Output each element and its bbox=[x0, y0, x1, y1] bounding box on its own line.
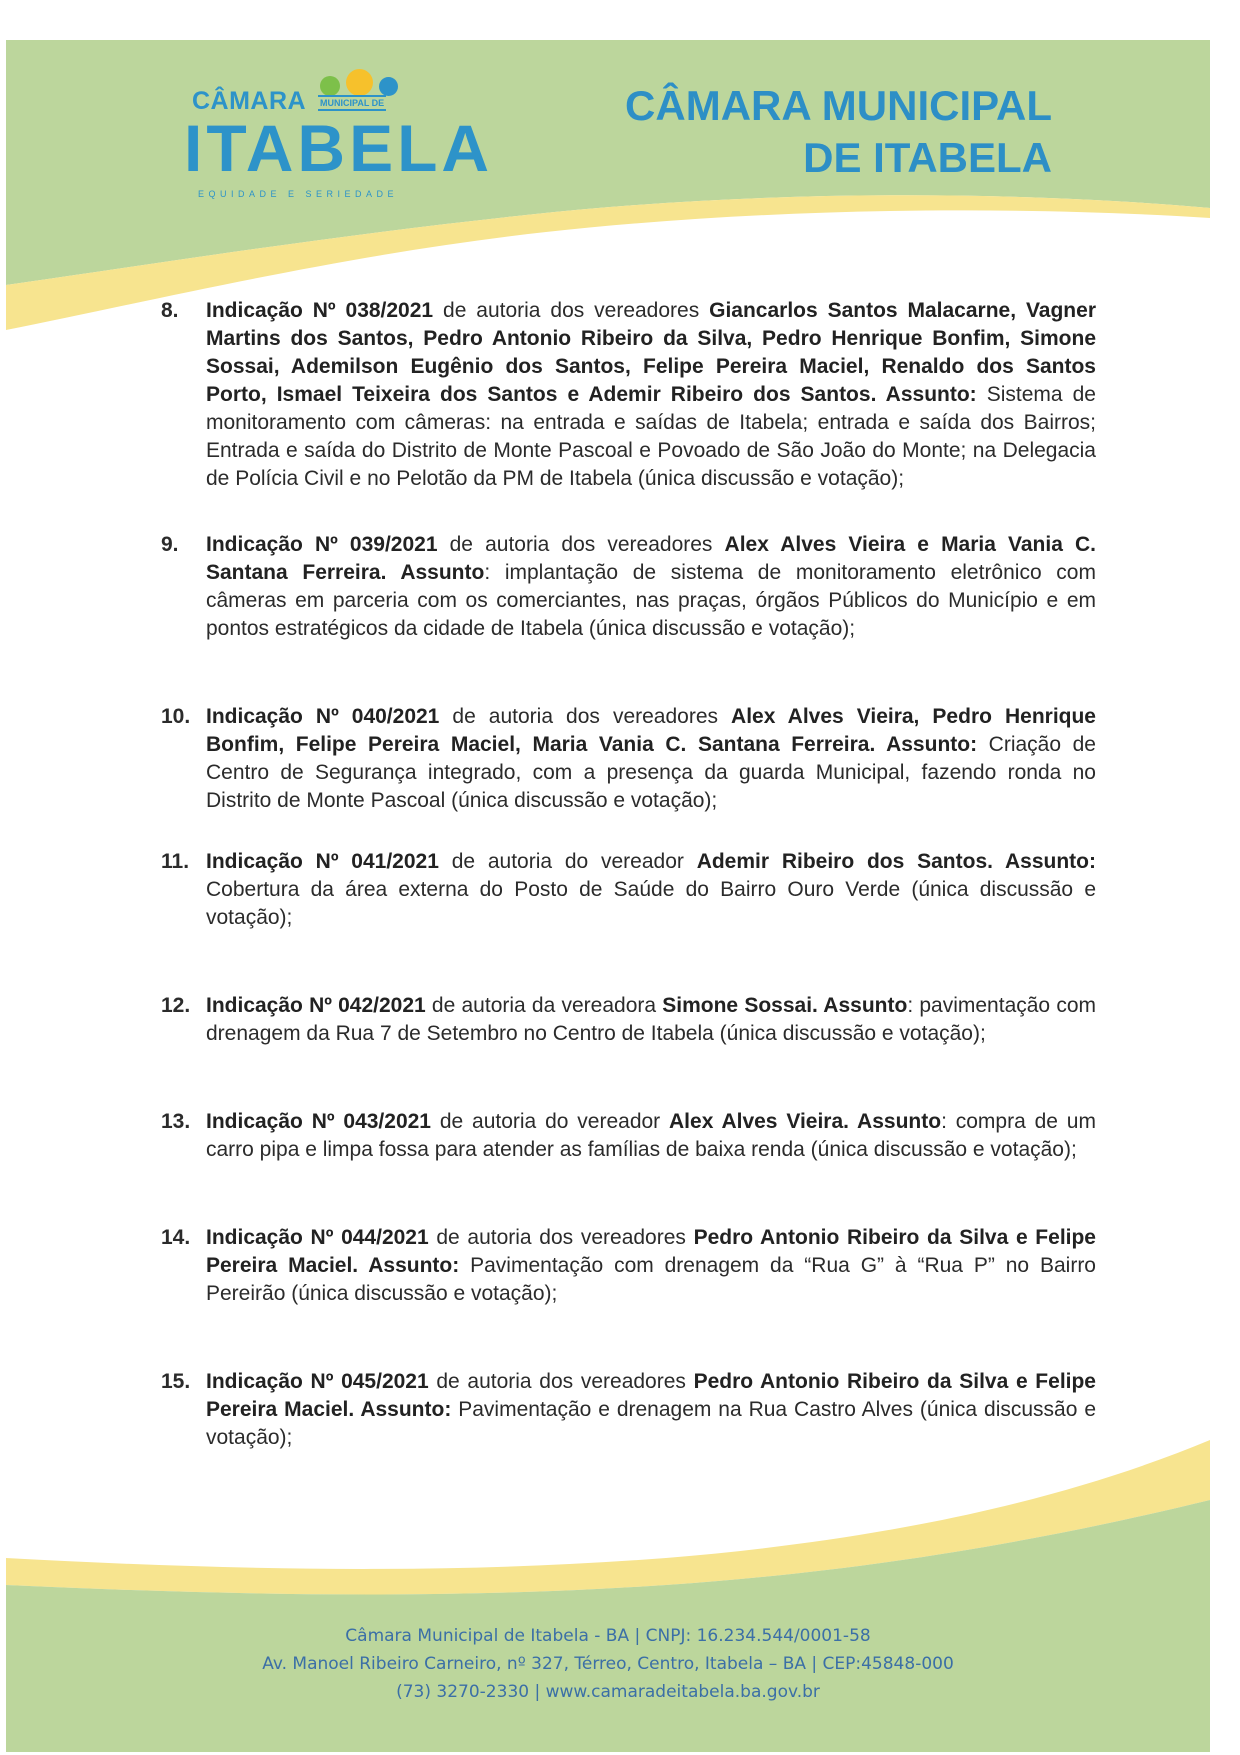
item-authors: Alex Alves Vieira. bbox=[669, 1110, 849, 1133]
logo-dot-green bbox=[320, 76, 340, 96]
item-authors: Ademir Ribeiro dos Santos. bbox=[696, 850, 993, 873]
logo-municipal-text: MUNICIPAL DE bbox=[318, 95, 386, 111]
footer-line-2: Av. Manoel Ribeiro Carneiro, nº 327, Térreo, Centro, Itabela – BA | CEP:45848-000 bbox=[262, 1654, 954, 1674]
logo-dots bbox=[320, 69, 404, 96]
item-subject: Cobertura da área externa do Posto de Saúde do Bairro Ouro Verde (única discussão e votação); bbox=[206, 878, 1096, 929]
item-authors: Giancarlos Santos Malacarne, Vagner Martins dos Santos, Pedro Antonio Ribeiro da Silva, Pedro Henrique Bonfim, Simone Sossai, Ademilson Eugênio dos Santos, Felipe Pereira Maciel, Renaldo dos Santos Porto, Ismael Teixeira dos Santos e Ademir Ribeiro dos Santos. bbox=[206, 299, 1096, 406]
agenda-list bbox=[161, 255, 1096, 1452]
item-subject: Criação de Centro de Segurança integrado, com a presença da guarda Municipal, fazendo ronda no Distrito de Monte Pascoal (única discussão e votação); bbox=[206, 733, 1096, 812]
item-ref: Indicação Nº 040/2021 bbox=[206, 705, 440, 728]
footer-contact bbox=[6, 1622, 1210, 1706]
item-intro: de autoria dos vereadores bbox=[439, 705, 732, 728]
list-item bbox=[161, 992, 1096, 1048]
item-intro: de autoria do vereador bbox=[438, 850, 697, 873]
item-ref: Indicação Nº 044/2021 bbox=[206, 1226, 429, 1249]
item-ref: Indicação Nº 045/2021 bbox=[206, 1370, 429, 1393]
item-subject-label: Assunto bbox=[817, 994, 908, 1017]
header-title-line1: CÂMARA MUNICIPAL bbox=[625, 82, 1052, 129]
item-intro: de autoria da vereadora bbox=[425, 994, 663, 1017]
footer-line-3: (73) 3270-2330 | www.camaradeitabela.ba.gov.br bbox=[396, 1682, 820, 1702]
list-item bbox=[161, 531, 1096, 643]
item-number: 11. bbox=[161, 850, 190, 873]
item-intro: de autoria dos vereadores bbox=[428, 1370, 694, 1393]
item-authors: Alex Alves Vieira e Maria Vania C. Santana Ferreira. bbox=[206, 533, 1097, 584]
item-number: 12. bbox=[161, 994, 191, 1017]
item-number: 8. bbox=[161, 299, 179, 322]
item-authors: Pedro Antonio Ribeiro da Silva e Felipe Pereira Maciel. bbox=[206, 1226, 1096, 1277]
item-ref: Indicação Nº 039/2021 bbox=[206, 533, 438, 556]
item-intro: de autoria dos vereadores bbox=[437, 533, 725, 556]
item-ref: Indicação Nº 041/2021 bbox=[206, 850, 439, 873]
item-ref: Indicação Nº 038/2021 bbox=[206, 299, 434, 322]
item-authors: Simone Sossai. bbox=[662, 994, 818, 1017]
item-number: 9. bbox=[161, 533, 179, 556]
list-item bbox=[161, 297, 1096, 493]
logo-camara-text: CÂMARA bbox=[192, 87, 307, 115]
footer-line-1: Câmara Municipal de Itabela - BA | CNPJ: 16.234.544/0001-58 bbox=[345, 1626, 871, 1646]
item-intro: de autoria do vereador bbox=[430, 1110, 670, 1133]
list-item bbox=[161, 848, 1096, 932]
document-page bbox=[6, 40, 1210, 1752]
item-subject: : implantação de sistema de monitoramento eletrônico com câmeras em parceria com os comerciantes, nas praças, órgãos Públicos do Município e em pontos estratégicos da cidade de Itabela (única discussão e votação); bbox=[206, 561, 1096, 640]
item-authors: Pedro Antonio Ribeiro da Silva e Felipe Pereira Maciel. bbox=[206, 1370, 1096, 1421]
item-subject-label: Assunto: bbox=[992, 850, 1096, 873]
item-ref: Indicação Nº 043/2021 bbox=[206, 1110, 431, 1133]
item-text bbox=[206, 531, 1096, 643]
item-intro: de autoria dos vereadores bbox=[428, 1226, 694, 1249]
item-text bbox=[206, 703, 1096, 815]
item-number: 14. bbox=[161, 1226, 191, 1249]
item-number: 15. bbox=[161, 1370, 191, 1393]
item-text bbox=[206, 1108, 1096, 1164]
camara-logo bbox=[182, 65, 494, 215]
logo-itabela-text: ITABELA bbox=[184, 111, 494, 185]
item-subject: Pavimentação e drenagem na Rua Castro Alves (única discussão e votação); bbox=[206, 1398, 1096, 1449]
list-item bbox=[161, 1224, 1096, 1308]
item-subject: : pavimentação com drenagem da Rua 7 de Setembro no Centro de Itabela (única discussão e votação); bbox=[206, 994, 1096, 1045]
item-subject-label: Assunto: bbox=[875, 733, 978, 756]
item-subject-label: Assunto: bbox=[354, 1398, 452, 1421]
header-title-line2: DE ITABELA bbox=[803, 134, 1052, 181]
item-ref: Indicação Nº 042/2021 bbox=[206, 994, 426, 1017]
header-title bbox=[625, 80, 1052, 184]
item-text bbox=[206, 297, 1096, 493]
item-text bbox=[206, 992, 1096, 1048]
item-subject-label: Assunto: bbox=[358, 1254, 460, 1277]
item-intro: de autoria dos vereadores bbox=[433, 299, 710, 322]
logo-dot-blue bbox=[379, 77, 398, 96]
logo-motto: EQUIDADE E SERIEDADE bbox=[198, 189, 399, 199]
list-item bbox=[161, 1108, 1096, 1164]
item-authors: Alex Alves Vieira, Pedro Henrique Bonfim, Felipe Pereira Maciel, Maria Vania C. Santana Ferreira. bbox=[206, 705, 1096, 756]
item-subject-label: Assunto bbox=[848, 1110, 942, 1133]
item-subject-label: Assunto: bbox=[876, 383, 977, 406]
item-number: 13. bbox=[161, 1110, 191, 1133]
item-subject: : compra de um carro pipa e limpa fossa para atender as famílias de baixa renda (única discussão e votação); bbox=[206, 1110, 1096, 1161]
item-number: 10. bbox=[161, 705, 191, 728]
list-item bbox=[161, 703, 1096, 815]
item-text bbox=[206, 1224, 1096, 1308]
logo-dot-yellow bbox=[346, 69, 373, 96]
item-text bbox=[206, 848, 1096, 932]
item-subject: Sistema de monitoramento com câmeras: na entrada e saídas de Itabela; entrada e saída dos Bairros; Entrada e saída do Distrito de Monte Pascoal e Povoado de São João do Monte; na Delegacia de Polícia Civil e no Pelotão da PM de Itabela (única discussão e votação); bbox=[206, 383, 1096, 490]
item-subject: Pavimentação com drenagem da “Rua G” à “Rua P” no Bairro Pereirão (única discussão e votação); bbox=[206, 1254, 1096, 1305]
item-subject-label: Assunto bbox=[386, 561, 485, 584]
